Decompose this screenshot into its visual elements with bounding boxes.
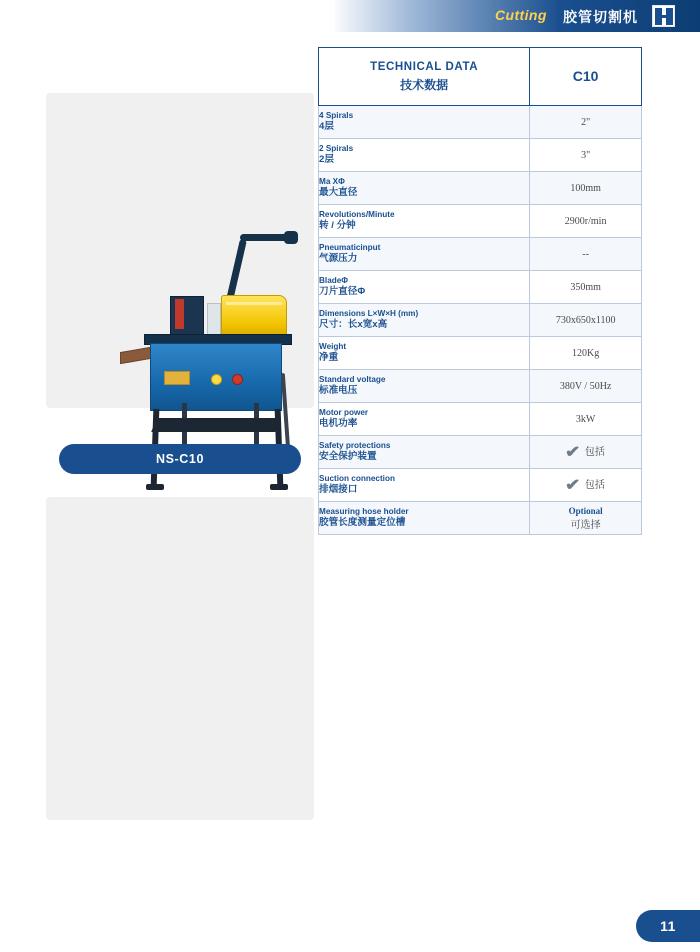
spec-value-cell [530, 403, 642, 436]
spec-value-text: 3" [581, 149, 591, 161]
table-body [319, 106, 642, 535]
spec-value-optional-en: Optional [568, 505, 603, 516]
spec-label-en: Measuring hose holder [319, 506, 409, 516]
table-row [319, 304, 642, 337]
spec-value-text: 包括 [584, 447, 605, 458]
checkmark-icon: ✔ [565, 477, 581, 494]
table-header-title-cell [319, 48, 530, 106]
spec-label-cell [319, 304, 530, 337]
spec-label-cn: 最大直径 [319, 187, 358, 199]
table-row [319, 337, 642, 370]
spec-label-en: Standard voltage [319, 374, 386, 384]
spec-label-cell [319, 238, 530, 271]
spec-value-optional-cn: 可选择 [570, 519, 601, 531]
spec-value-text: 2900r/min [564, 215, 607, 227]
spec-label-cell [319, 172, 530, 205]
table-row [319, 271, 642, 304]
table-model-label: C10 [572, 67, 599, 84]
checkmark-icon: ✔ [565, 444, 581, 461]
spec-label-cell [319, 370, 530, 403]
table-row [319, 106, 642, 139]
table-row [319, 370, 642, 403]
spec-value-cell [530, 205, 642, 238]
spec-value-cell [530, 271, 642, 304]
spec-value-cell [530, 502, 642, 535]
table-row [319, 436, 642, 469]
spec-label-en: Motor power [319, 407, 369, 417]
page-footer [0, 904, 700, 952]
spec-label-cn: 胶管长度测量定位槽 [319, 517, 406, 529]
spec-label-cell [319, 205, 530, 238]
page-number-badge: 11 [636, 910, 700, 942]
spec-label-en: Dimensions L×W×H (mm) [319, 308, 419, 318]
spec-label-cell [319, 502, 530, 535]
spec-label-en: BladeΦ [319, 275, 349, 285]
spec-value-cell [530, 469, 642, 502]
spec-label-cell [319, 469, 530, 502]
spec-value-cell [530, 304, 642, 337]
page-header [0, 0, 700, 32]
spec-label-cn: 2层 [319, 154, 334, 166]
spec-label-en: 4 Spirals [319, 110, 354, 120]
spec-label-cn: 4层 [319, 121, 334, 133]
spec-label-en: Revolutions/Minute [319, 209, 395, 219]
company-logo-icon [652, 5, 675, 27]
spec-label-en: Weight [319, 341, 347, 351]
spec-label-cn: 转 / 分钟 [319, 220, 356, 232]
spec-label-cn: 刀片直径Φ [319, 286, 366, 298]
spec-label-cn: 标准电压 [319, 385, 358, 397]
table-row [319, 238, 642, 271]
spec-label-cn: 尺寸：长x宽x高 [319, 319, 388, 331]
spec-value-text: 120Kg [572, 347, 600, 359]
spec-value-text: 包括 [584, 480, 605, 491]
spec-value-text: -- [582, 248, 589, 260]
spec-label-cell [319, 337, 530, 370]
spec-label-cell [319, 436, 530, 469]
spec-label-cn: 净重 [319, 352, 339, 364]
spec-label-cell [319, 271, 530, 304]
spec-value-text: 100mm [570, 182, 601, 194]
spec-value-text: 380V / 50Hz [559, 380, 612, 392]
table-row [319, 403, 642, 436]
spec-label-en: Suction connection [319, 473, 395, 483]
header-left-blank [0, 0, 335, 32]
spec-label-en: Safety protections [319, 440, 391, 450]
table-header-row [319, 48, 642, 106]
spec-label-cn: 气源压力 [319, 253, 358, 265]
table-row [319, 502, 642, 535]
product-photo-secondary [46, 497, 314, 820]
spec-label-en: Pneumaticinput [319, 242, 381, 252]
spec-label-cn: 电机功率 [319, 418, 358, 430]
product-photo-primary [46, 93, 314, 408]
table-row [319, 469, 642, 502]
header-title-cn: 胶管切割机 [563, 9, 638, 25]
table-title-en: TECHNICAL DATA [370, 60, 479, 73]
spec-label-cell [319, 139, 530, 172]
table-row [319, 205, 642, 238]
spec-label-en: Ma XΦ [319, 176, 345, 186]
spec-label-cell [319, 403, 530, 436]
spec-value-cell [530, 238, 642, 271]
spec-value-text: 2" [581, 116, 591, 128]
spec-value-cell [530, 370, 642, 403]
technical-data-table [318, 47, 642, 535]
table-row [319, 172, 642, 205]
model-badge: NS-C10 [59, 444, 301, 474]
spec-label-cn: 安全保护装置 [319, 451, 377, 463]
spec-label-cell [319, 106, 530, 139]
spec-label-cn: 排烟接口 [319, 484, 358, 496]
spec-value-cell [530, 139, 642, 172]
table-row [319, 139, 642, 172]
spec-value-cell [530, 106, 642, 139]
table-header-model-cell [530, 48, 642, 106]
spec-value-text: 730x650x1100 [555, 314, 616, 326]
spec-value-text: 350mm [570, 281, 601, 293]
spec-value-cell [530, 172, 642, 205]
spec-value-cell [530, 436, 642, 469]
spec-value-text: 3kW [575, 413, 596, 425]
header-title-en: Cutting [495, 7, 547, 23]
table-title-cn: 技术数据 [400, 77, 449, 92]
spec-label-en: 2 Spirals [319, 143, 354, 153]
spec-value-cell [530, 337, 642, 370]
